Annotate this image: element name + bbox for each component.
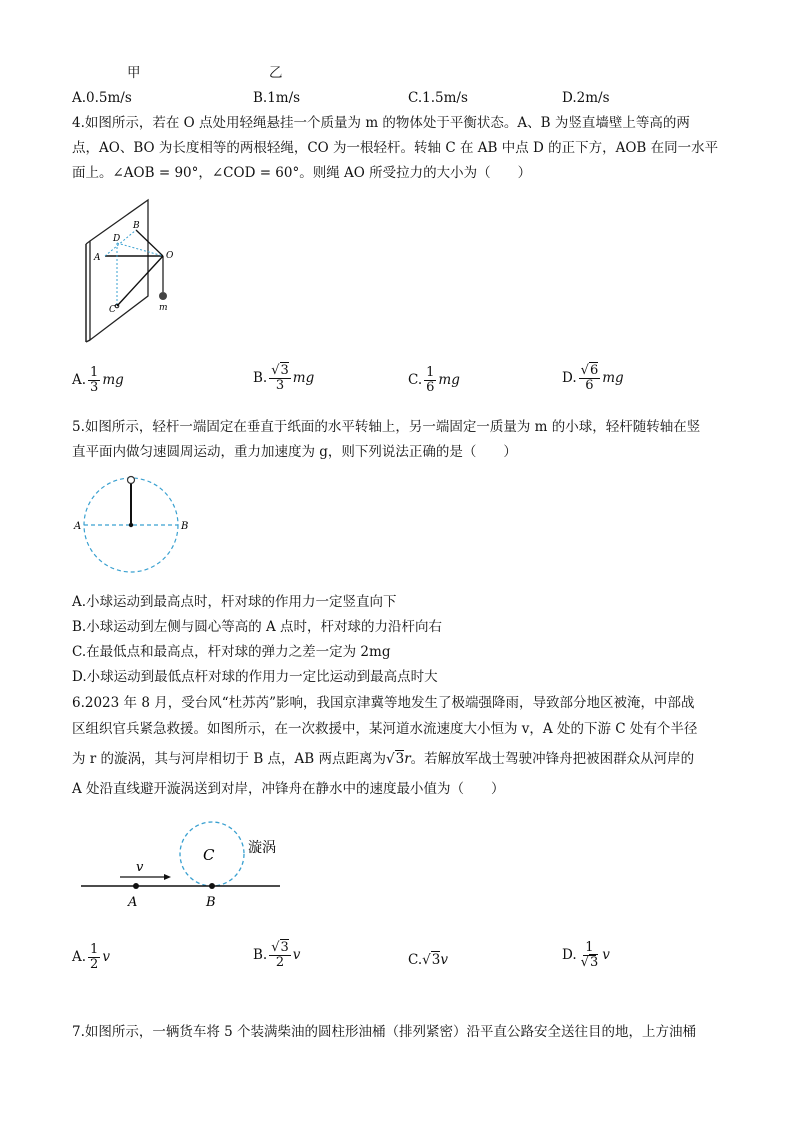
figure-label-jia: 甲 [127, 65, 141, 81]
velocity-arrowhead [164, 874, 171, 880]
q6-stem-line-1: 6.2023 年 8 月，受台风“杜苏芮”影响，我国京津冀等地发生了极端强降雨，导致部分地区被淹，中部战 [72, 695, 695, 711]
q4-wall-figure [78, 196, 188, 344]
q4-option-d: D. $\frac{√6}{6}$ mg [562, 363, 624, 393]
q6-stem-line-3: 为 r 的漩涡，其与河岸相切于 B 点，AB 两点距离为√3r。若解放军战士驾驶冲锋舟把被困群众从河岸的 [72, 751, 695, 767]
q6-option-c: C.√3v [408, 952, 448, 968]
label-a: A [128, 895, 138, 910]
label-m: m [159, 303, 168, 313]
q3-option-a: A.0.5m/s [72, 90, 132, 106]
q5-option-b: B.小球运动到左侧与圆心等高的 A 点时，杆对球的力沿杆向右 [72, 619, 443, 635]
q6-river-figure [78, 812, 293, 912]
q6-option-b: B. $\frac{√3}{2}$ v [253, 940, 301, 970]
rod-co [117, 256, 163, 306]
point-b [209, 883, 215, 889]
dashed-ab [105, 230, 136, 256]
label-vortex: 漩涡 [248, 840, 276, 856]
q4-stem-line-1: 4.如图所示，若在 O 点处用轻绳悬挂一个质量为 m 的物体处于平衡状态。A、B 为竖直墙壁上等高的两 [72, 115, 690, 131]
q6-option-a: A. $\frac{1}{2}$ v [72, 942, 110, 972]
label-b: B [181, 521, 189, 532]
mass-ball [159, 292, 167, 300]
q7-stem-line-1: 7.如图所示，一辆货车将 5 个装满柴油的圆柱形油桶（排列紧密）沿平直公路安全送往目的地，上方油桶 [72, 1024, 697, 1040]
q6-stem-line-2: 区组织官兵紧急救援。如图所示，在一次救援中，某河道水流速度大小恒为 v，A 处的下游 C 处有个半径 [72, 721, 698, 737]
label-o: O [166, 251, 174, 261]
q6-stem-line-4: A 处沿直线避开漩涡送到对岸，冲锋舟在静水中的速度最小值为（ ） [72, 781, 505, 797]
label-c: C [109, 305, 116, 315]
q3-option-b: B.1m/s [253, 90, 301, 106]
label-b: B [133, 221, 140, 231]
q4-option-b: B. $\frac{√3}{3}$ mg [253, 363, 315, 393]
q4-stem [72, 111, 722, 186]
figure-label-yi: 乙 [269, 65, 283, 81]
q4-option-a: A. $\frac{1}{3}$ mg [72, 365, 124, 395]
label-v: v [136, 860, 144, 875]
label-a: A [94, 253, 101, 263]
q7-stem [72, 1020, 722, 1045]
q6-option-d: D. $\frac{1}{√3}$ v [562, 940, 610, 970]
label-a: A [74, 521, 82, 532]
q4-option-c: C. $\frac{1}{6}$ mg [408, 365, 460, 395]
q6-stem [72, 690, 722, 802]
q3-option-d: D.2m/s [562, 90, 610, 106]
q5-stem-line-2: 直平面内做匀速圆周运动，重力加速度为 g，则下列说法正确的是（ ） [72, 444, 517, 460]
label-d: D [113, 234, 121, 244]
q4-stem-line-3: 面上。∠AOB = 90°，∠COD = 60°。则绳 AO 所受拉力的大小为（ ） [72, 165, 532, 181]
q5-stem [72, 415, 722, 465]
q5-circle-figure [72, 472, 197, 580]
q4-stem-line-2: 点，AO、BO 为长度相等的两根轻绳，CO 为一根轻杆。转轴 C 在 AB 中点 D 的正下方，AOB 在同一水平 [72, 140, 719, 156]
q5-stem-line-1: 5.如图所示，轻杆一端固定在垂直于纸面的水平转轴上，另一端固定一质量为 m 的小球，轻杆随转轴在竖 [72, 419, 701, 435]
q5-option-d: D.小球运动到最低点杆对球的作用力一定比运动到最高点时大 [72, 669, 438, 685]
q5-option-a: A.小球运动到最高点时，杆对球的作用力一定竖直向下 [72, 594, 397, 610]
pivot-center [129, 523, 133, 527]
label-c: C [203, 846, 215, 864]
label-b: B [206, 895, 216, 910]
q5-options [72, 590, 722, 690]
point-a [133, 883, 139, 889]
q5-option-c: C.在最低点和最高点，杆对球的弹力之差一定为 2mg [72, 644, 391, 660]
small-ball [128, 477, 135, 484]
q3-option-c: C.1.5m/s [408, 90, 468, 106]
